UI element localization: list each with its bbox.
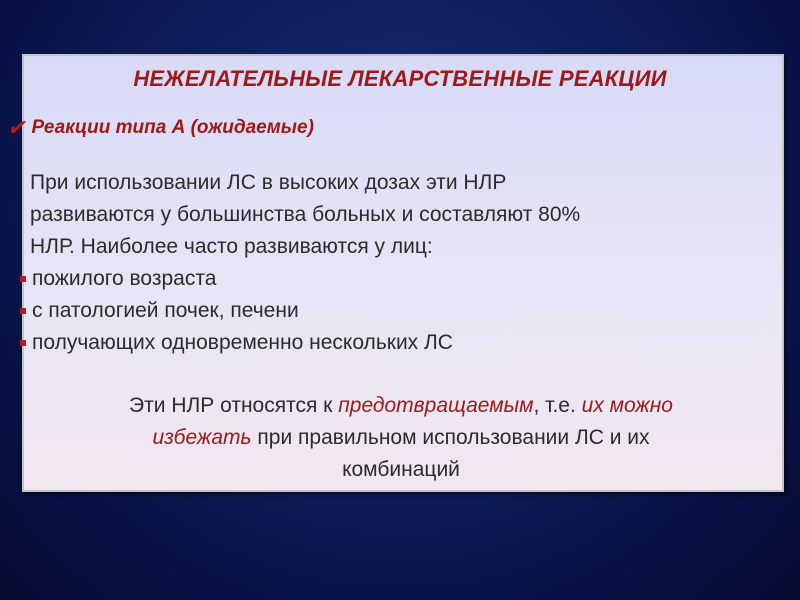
paragraph-line: При использовании ЛС в высоких дозах эти НЛР (30, 171, 507, 194)
subtitle: Реакции типа А (ожидаемые) (31, 117, 314, 138)
list-item (20, 263, 453, 295)
list-item-text: получающих одновременно нескольких ЛС (32, 331, 453, 354)
bullet-list (20, 263, 453, 359)
note-text: , т.е. (533, 394, 582, 417)
list-item (20, 327, 453, 359)
paragraph-line: развиваются у большинства больных и составляют 80% (30, 203, 581, 226)
bullet-square-icon (20, 276, 26, 282)
list-item-text: пожилого возраста (32, 267, 217, 290)
list-item (20, 295, 453, 327)
note-emphasis: избежать (152, 426, 252, 449)
note-emphasis: предотвращаемым (338, 394, 534, 417)
note-text: при правильном использовании ЛС и их (251, 426, 650, 449)
note-emphasis: их можно (581, 394, 673, 417)
slide-title: НЕЖЕЛАТЕЛЬНЫЕ ЛЕКАРСТВЕННЫЕ РЕАКЦИИ (133, 66, 667, 91)
bullet-square-icon (20, 308, 26, 314)
list-item-text: с патологией почек, печени (32, 299, 299, 322)
note-text: Эти НЛР относятся к (129, 394, 339, 417)
paragraph-line: НЛР. Наиболее часто развиваются у лиц: (30, 235, 433, 258)
note-line-1 (30, 390, 772, 422)
conclusion-note (30, 390, 772, 486)
note-line-2 (30, 422, 772, 454)
intro-paragraph (30, 167, 740, 263)
checkmark-icon: ✔ (7, 115, 26, 140)
bullet-square-icon (20, 340, 26, 346)
subtitle-row (7, 116, 314, 140)
note-line-3: комбинаций (342, 458, 460, 481)
